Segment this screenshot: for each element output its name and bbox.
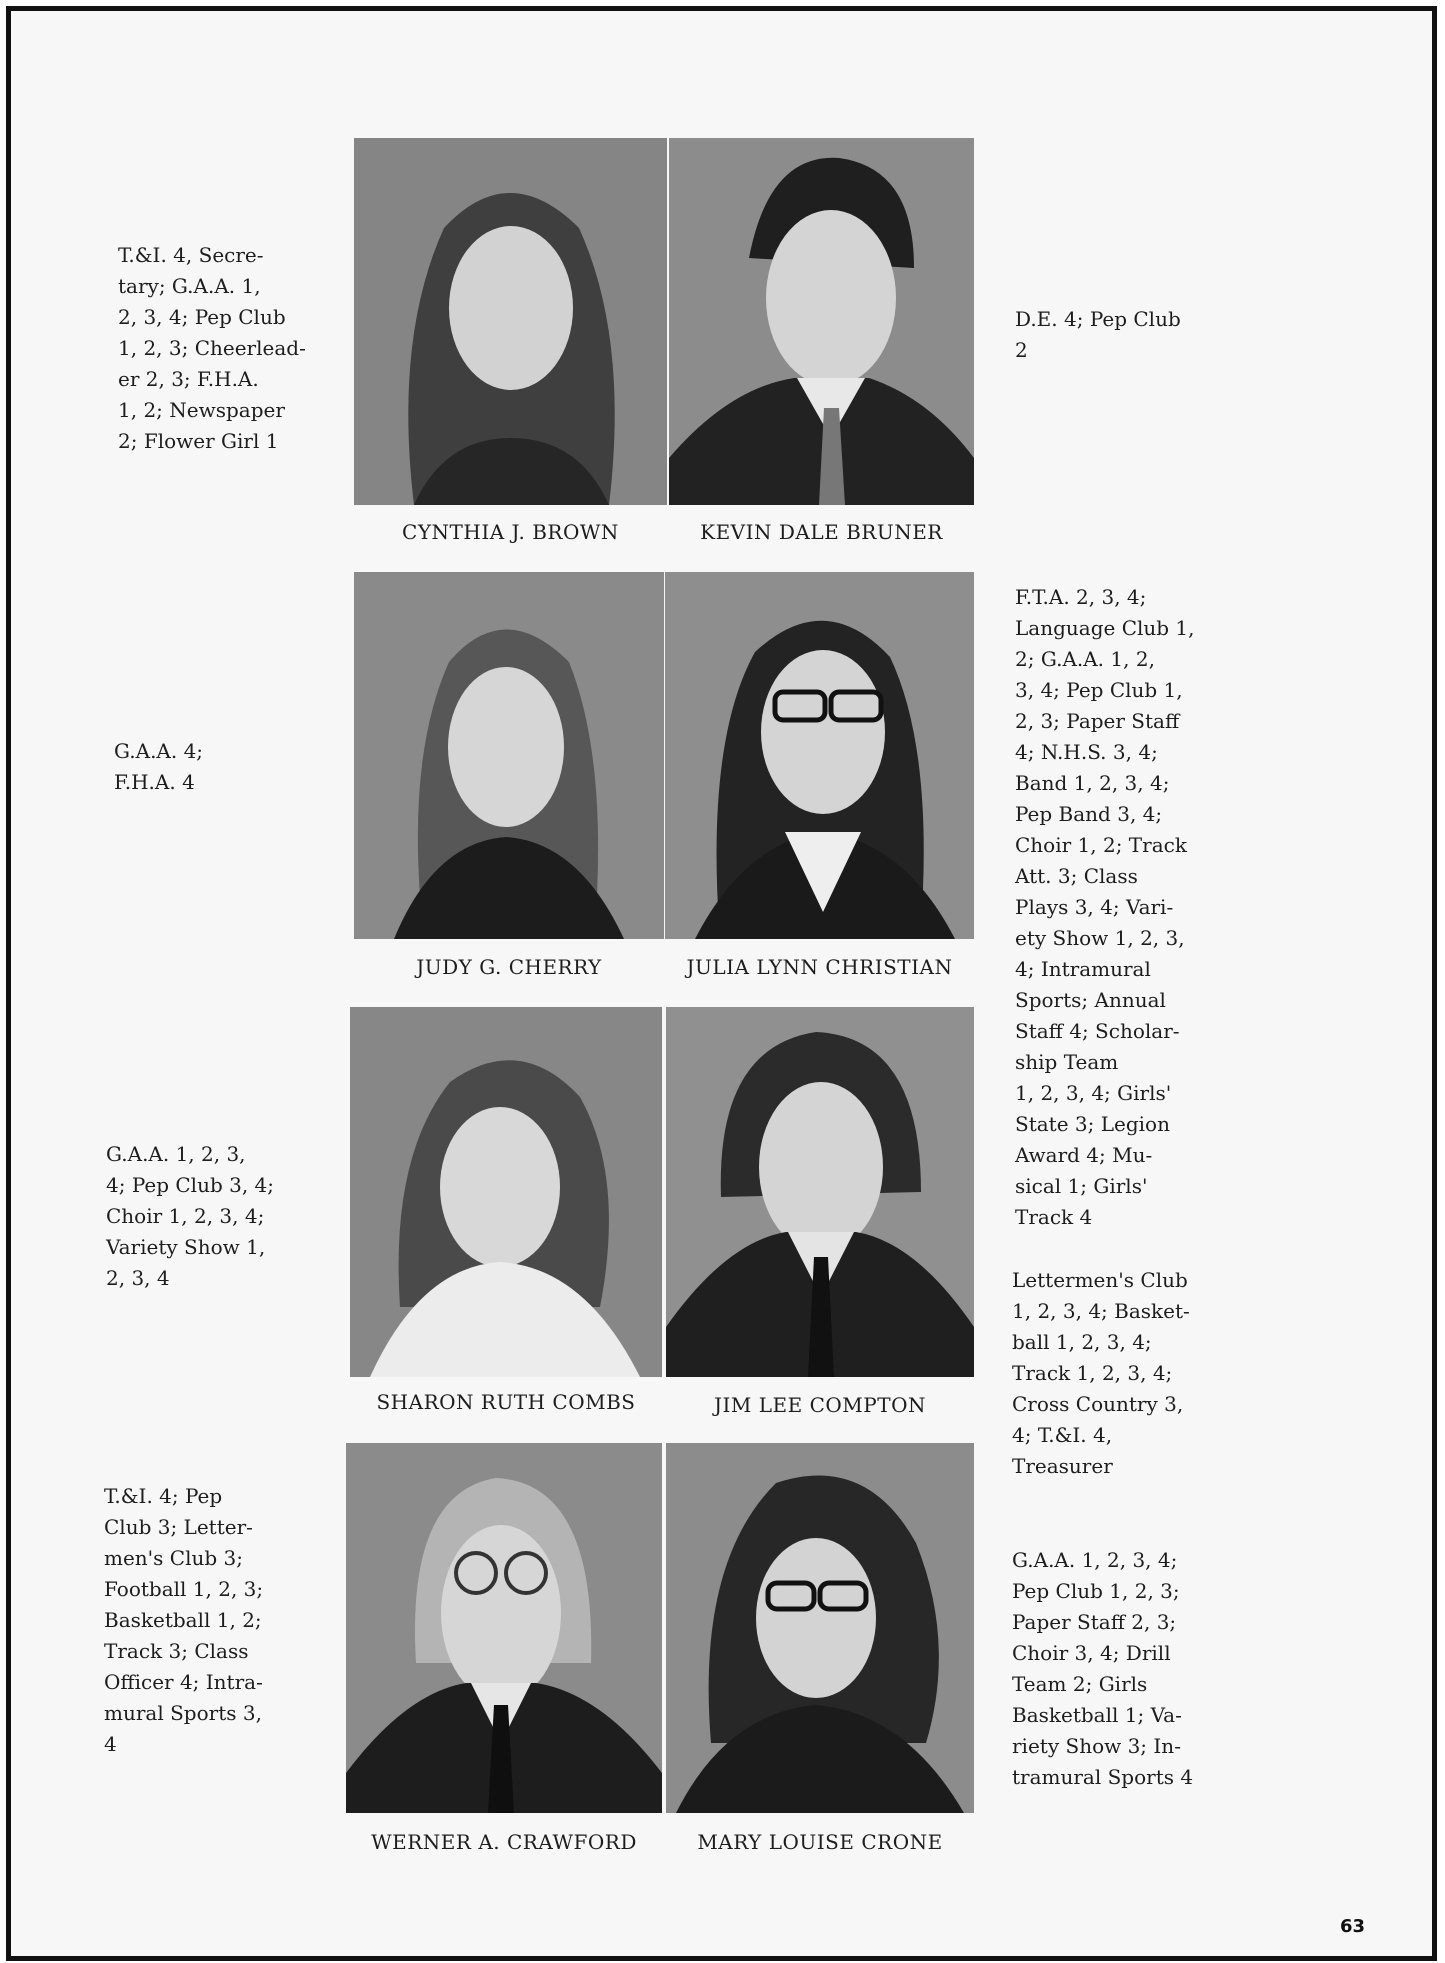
student-bio-5: G.A.A. 1, 2, 3, 4; Pep Club 3, 4; Choir 1, 2, 3, 4; Variety Show 1, 2, 3, 4 (106, 1142, 275, 1290)
student-name-5: SHARON RUTH COMBS (376, 1390, 636, 1414)
student-name-3: JUDY G. CHERRY (416, 955, 602, 979)
student-bio-1: T.&I. 4, Secre- tary; G.A.A. 1, 2, 3, 4; Pep Club 1, 2, 3; Cheerlead- er 2, 3; F.H.A. 1, 2; Newspaper 2; Flower Girl 1 (118, 243, 306, 453)
page-number: 63 (1339, 1916, 1365, 1937)
student-name-1: CYNTHIA J. BROWN (402, 520, 619, 544)
portrait-photo-7 (346, 1443, 662, 1813)
student-name-8: MARY LOUISE CRONE (697, 1830, 943, 1854)
student-name-6: JIM LEE COMPTON (714, 1393, 926, 1417)
student-bio-8: G.A.A. 1, 2, 3, 4; Pep Club 1, 2, 3; Paper Staff 2, 3; Choir 3, 4; Drill Team 2; Girls Basketball 1; Va- riety Show 3; In- tramural Sports 4 (1012, 1548, 1194, 1789)
student-bio-3: G.A.A. 4; F.H.A. 4 (114, 739, 204, 794)
portrait-photo-4 (665, 572, 974, 939)
student-bio-6: Lettermen's Club 1, 2, 3, 4; Basket- ball 1, 2, 3, 4; Track 1, 2, 3, 4; Cross Country 3, 4; T.&I. 4, Treasurer (1012, 1268, 1190, 1478)
student-name-7: WERNER A. CRAWFORD (371, 1830, 637, 1854)
portrait-photo-5 (350, 1007, 662, 1377)
portrait-photo-2 (669, 138, 974, 505)
student-bio-7: T.&I. 4; Pep Club 3; Letter- men's Club 3; Football 1, 2, 3; Basketball 1, 2; Track 3; Class Officer 4; Intra- mural Sports 3, 4 (104, 1484, 264, 1756)
student-bio-2: D.E. 4; Pep Club 2 (1015, 307, 1181, 362)
portrait-photo-3 (354, 572, 664, 939)
portrait-photo-6 (666, 1007, 974, 1377)
student-name-4: JULIA LYNN CHRISTIAN (686, 955, 953, 979)
student-name-2: KEVIN DALE BRUNER (700, 520, 943, 544)
portrait-photo-8 (666, 1443, 974, 1813)
portrait-photo-1 (354, 138, 667, 505)
student-bio-4: F.T.A. 2, 3, 4; Language Club 1, 2; G.A.A. 1, 2, 3, 4; Pep Club 1, 2, 3; Paper Staff 4; N.H.S. 3, 4; Band 1, 2, 3, 4; Pep Band 3, 4; Choir 1, 2; Track Att. 3; Class Plays 3, 4; Vari- ety Show 1, 2, 3, 4; Intramural Sports; Annual Staff 4; Scholar- ship Team 1, 2, 3, 4; Girls' State 3; Legion Award 4; Mu- sical 1; Girls' Track 4 (1015, 585, 1195, 1229)
